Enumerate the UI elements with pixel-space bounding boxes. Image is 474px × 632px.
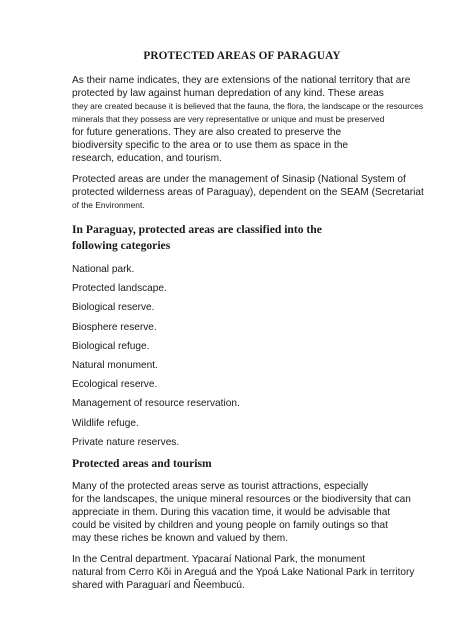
management-line: of the Environment. [72, 200, 145, 210]
list-item: Natural monument. [72, 359, 158, 371]
management-paragraph [72, 173, 424, 212]
list-item: Private nature reserves. [72, 436, 180, 448]
categories-heading [72, 222, 412, 254]
intro-line: minerals that they possess are very representative or unique and must be preserved [72, 114, 385, 124]
categories-list [72, 263, 412, 455]
list-item: Ecological reserve. [72, 379, 158, 391]
intro-paragraph [72, 74, 424, 165]
central-line: shared with Paraguarí and Ñeembucú. [72, 579, 245, 591]
intro-line: biodiversity specific to the area or to use them as space in the [72, 140, 349, 151]
list-item: Management of resource reservation. [72, 398, 240, 410]
list-item: Biosphere reserve. [72, 321, 157, 333]
categories-heading-line: In Paraguay, protected areas are classified into the [72, 223, 322, 236]
list-item: Biological refuge. [72, 340, 150, 352]
intro-line: As their name indicates, they are extensions of the national territory that are [72, 75, 411, 86]
tourism-line: may these riches be known and valued by them. [72, 532, 289, 544]
list-item: National park. [72, 264, 135, 275]
tourism-line: could be visited by children and young people on family outings so that [72, 519, 388, 531]
tourism-line: Many of the protected areas serve as tourist attractions, especially [72, 480, 369, 492]
list-item: Protected landscape. [72, 283, 167, 295]
list-item: Wildlife refuge. [72, 417, 139, 429]
tourism-heading: Protected areas and tourism [72, 456, 212, 470]
management-line: protected wilderness areas of Paraguay), dependent on the SEAM (Secretariat [72, 187, 424, 198]
intro-line: for future generations. They are also created to preserve the [72, 127, 342, 138]
central-line: natural from Cerro Kõi in Areguá and the Ypoá Lake National Park in territory [72, 566, 415, 578]
central-line: In the Central department. Ypacaraí National Park, the monument [72, 553, 366, 565]
document-page [72, 50, 424, 592]
tourism-line: appreciate in them. During this vacation time, it would be advisable that [72, 506, 391, 518]
central-paragraph [72, 553, 415, 592]
categories-heading-line: following categories [72, 239, 171, 252]
list-item: Biological reserve. [72, 302, 155, 314]
document-title: PROTECTED AREAS OF PARAGUAY [143, 50, 341, 62]
tourism-paragraph [72, 480, 412, 545]
tourism-line: for the landscapes, the unique mineral resources or the biodiversity that can [72, 493, 411, 505]
intro-line: they are created because it is believed that the fauna, the flora, the landscape or the resources [72, 101, 424, 111]
intro-line: protected by law against human depredation of any kind. These areas [72, 88, 384, 99]
intro-line: research, education, and tourism. [72, 153, 222, 164]
management-line: Protected areas are under the management of Sinasip (National System of [72, 174, 406, 185]
